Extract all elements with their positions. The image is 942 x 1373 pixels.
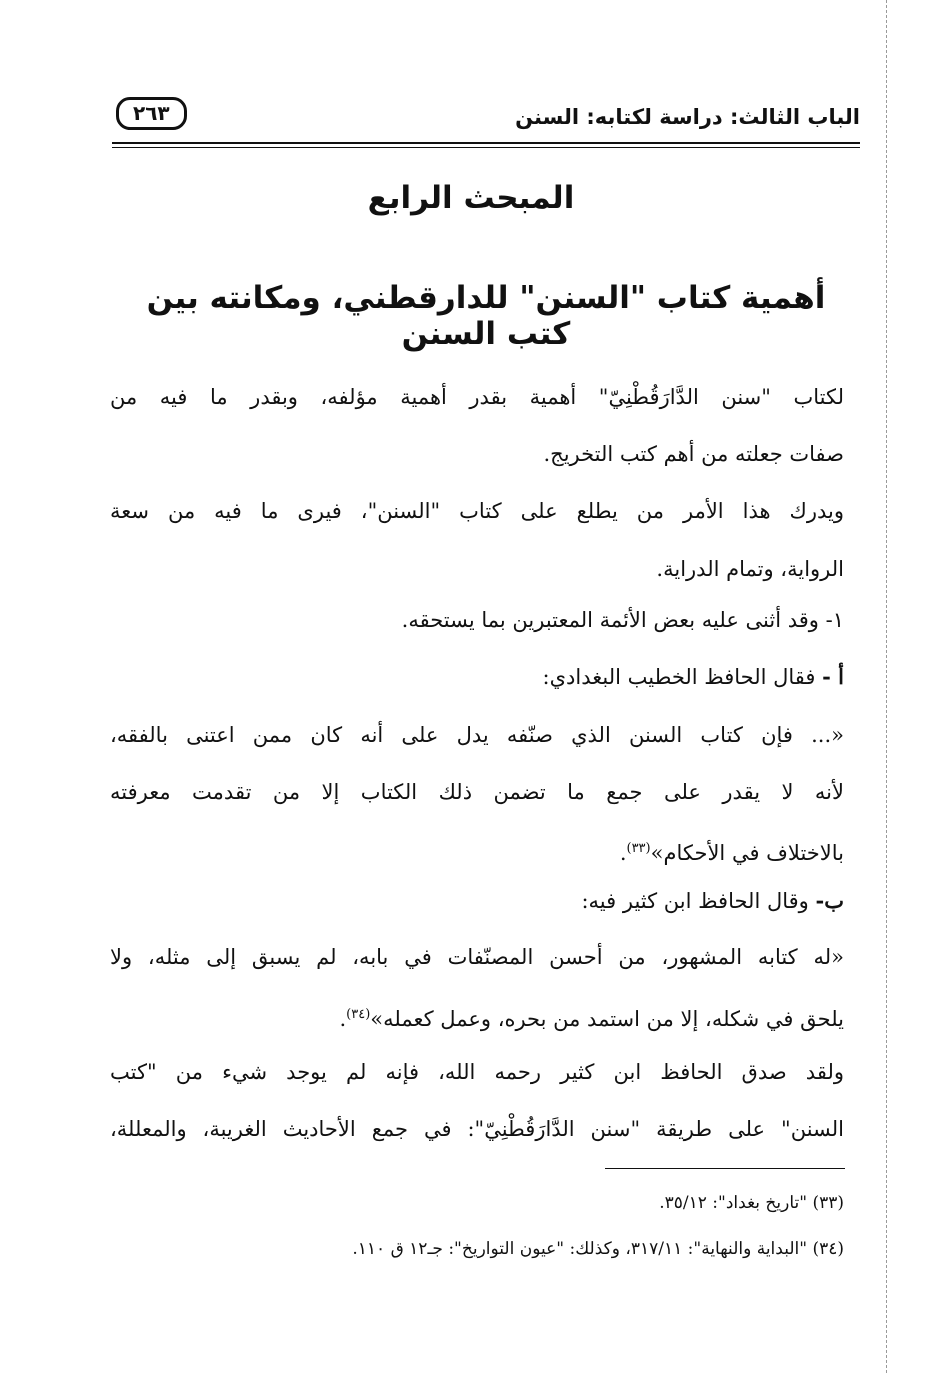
- footnote-ref: (٣٤): [346, 1007, 371, 1022]
- list-subitem: [543, 662, 844, 692]
- list-subitem: [581, 886, 844, 916]
- header-rule: [112, 142, 860, 144]
- subitem-marker: ب-: [815, 888, 844, 913]
- paragraph-line: صفات جعلته من أهم كتب التخريج.: [543, 442, 844, 466]
- footnote-separator: [605, 1168, 845, 1169]
- list-item: ١- وقد أثنى عليه بعض الأئمة المعتبرين بما يستحقه.: [401, 608, 844, 632]
- footnote-34: (٣٤) "البداية والنهاية": ٣١٧/١١، وكذلك: "عيون التواريخ": جـ١٢ ق ١١٠.: [352, 1239, 844, 1259]
- quote-line: بالاختلاف في الأحكام»$^{(٣٣)}$.: [619, 841, 844, 865]
- chapter-title: أهمية كتاب "السنن" للدارقطني، ومكانته بين كتب السنن: [146, 280, 826, 352]
- subitem-text: وقال الحافظ ابن كثير فيه:: [581, 889, 809, 913]
- page-header: [112, 97, 860, 143]
- paragraph-line: لكتاب "سنن الدَّارَقُطْنِيّ" أهمية بقدر أهمية مؤلفه، وبقدر ما فيه من: [110, 385, 844, 409]
- quote-line: لأنه لا يقدر على جمع ما تضمن ذلك الكتاب إلا من تقدمت معرفته: [110, 780, 844, 804]
- quote-text: بالاختلاف في الأحكام»: [650, 841, 844, 865]
- quote-text: يلحق في شكله، إلا من استمد من بحره، وعمل كعمله»: [370, 1007, 844, 1031]
- paragraph-line: ويدرك هذا الأمر من يطلع على كتاب "السنن"، فيرى ما فيه من سعة: [110, 499, 844, 523]
- paragraph-line: السنن" على طريقة "سنن الدَّارَقُطْنِيّ": في جمع الأحاديث الغريبة، والمعللة،: [110, 1117, 844, 1141]
- footnote-ref: (٣٣): [626, 841, 651, 856]
- section-title: المبحث الرابع: [367, 180, 575, 216]
- quote-line: «... فإن كتاب السنن الذي صنّفه يدل على أنه كان ممن اعتنى بالفقه،: [110, 723, 844, 747]
- subitem-text: فقال الحافظ الخطيب البغدادي:: [542, 665, 816, 689]
- paragraph-line: ولقد صدق الحافظ ابن كثير رحمه الله، فإنه لم يوجد شيء من "كتب: [110, 1060, 844, 1084]
- subitem-marker: أ -: [822, 664, 844, 689]
- footnote-33: (٣٣) "تاريخ بغداد": ٣٥/١٢.: [659, 1193, 844, 1213]
- running-head: الباب الثالث: دراسة لكتابه: السنن: [515, 105, 860, 129]
- paragraph-line: الرواية، وتمام الدراية.: [656, 557, 844, 581]
- quote-line: «له كتابه المشهور، من أحسن المصنّفات في بابه، لم يسبق إلى مثله، ولا: [110, 945, 844, 969]
- header-rule-thin: [112, 147, 860, 148]
- quote-line: يلحق في شكله، إلا من استمد من بحره، وعمل كعمله»$^{(٣٤)}$.: [339, 1007, 844, 1031]
- page-number: ٢٦٣: [116, 97, 187, 130]
